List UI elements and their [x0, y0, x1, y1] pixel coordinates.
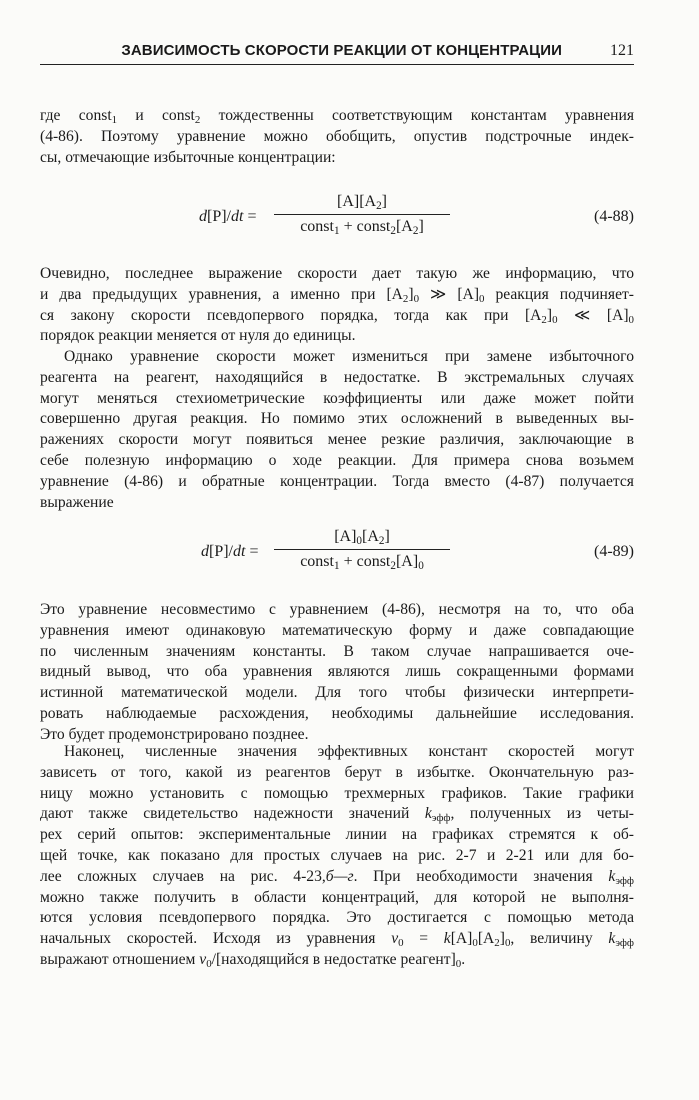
text-line: выражают отношением $v_0/[находящийся$ в недостатке $реагент]_0$.: [40, 950, 466, 970]
denominator: const$_1$ + $const_2[A]_0$: [300, 553, 424, 572]
paragraph-4: [40, 600, 634, 746]
equation-4-89: [40, 525, 634, 581]
text-line: зависеть от того, какой из реагентов берут в избытке. Окончательную раз-: [40, 763, 634, 781]
text-line: рех серий опытов: экспериментальные линии на графиках стремятся к об-: [40, 826, 634, 844]
equation-number: (4-89): [594, 543, 634, 560]
equation-fraction: [272, 190, 452, 239]
text-line: могут меняться стехиометрические коэффициенты или даже может пойти: [40, 389, 634, 407]
text-line: щей точке, как показано для простых случаев на рис. 2-7 и 2-21 или для бо-: [40, 846, 634, 864]
text-line: ровать наблюдаемые расхождения, необходимы дальнейшие исследования.: [40, 704, 634, 722]
text-line: можно также получить в области концентраций, для которой не выполня-: [40, 888, 634, 906]
text-line: выражение: [40, 493, 114, 511]
numerator: $[A][A_2]$: [336, 193, 387, 212]
text-line: реагента на реагент, находящийся в недостатке. В экстремальных случаях: [40, 368, 634, 386]
text-line: ражениях скорости могут появиться менее резкие различия, заключающие в: [40, 431, 634, 449]
paragraph-2: [40, 264, 634, 347]
text-line: Очевидно, последнее выражение скорости дает такую же информацию, что: [40, 265, 634, 282]
text-line: Наконец, численные значения эффективных констант скоростей могут: [64, 743, 634, 760]
text-line: где const$_1$ и const$_2$ тождественны соответствующим константам уравнения: [40, 107, 634, 126]
running-head: [40, 40, 634, 65]
text-line: уравнения имеют одинаковую математическую форму и даже совпадающие: [40, 621, 634, 639]
text-line: ются условия псевдопервого порядка. Это достигается с помощью метода: [40, 909, 634, 927]
equation-fraction: [272, 525, 452, 574]
text-line: ницу можно установить с помощью трехмерных графиков. Такие графики: [40, 784, 634, 802]
running-head-title: ЗАВИСИМОСТЬ СКОРОСТИ РЕАКЦИИ ОТ КОНЦЕНТРАЦИИ: [121, 42, 562, 59]
text-line: Это уравнение несовместимо с уравнением (4-86), несмотря на то, что оба: [40, 601, 634, 618]
text-line: дают также свидетельство надежности значений $k_{эфф}$, полученных из четы-: [40, 805, 634, 825]
text-line: сы, отмечающие избыточные концентрации:: [40, 148, 336, 166]
equation-lhs: d[P]/dt =: [201, 543, 259, 560]
text-line: (4-86). Поэтому уравнение можно обобщить, опустив подстрочные индек-: [40, 127, 634, 145]
text-line: истинной математической модели. Для того чтобы физически интерпрети-: [40, 684, 634, 702]
text-line: себе полезную информацию о ходе реакции. Для примера снова возьмем: [40, 451, 634, 469]
text-line: совершенно другая реакция. Но помимо этих осложнений в выведенных вы-: [40, 410, 634, 428]
page-number: 121: [610, 42, 634, 59]
text-line: уравнение (4-86) и обратные концентрации. Тогда вместо (4-87) получается: [40, 472, 634, 490]
text-line: по численным значениям константы. В таком случае напрашивается оче-: [40, 642, 634, 660]
equation-lhs: d[P]/dt =: [199, 208, 257, 225]
text-line: лее сложных случаев на рис. 4-23,б—г. При необходимости значения $k_{эфф}$: [40, 867, 634, 887]
numerator: $[A]_0[A_2]$: [334, 528, 390, 547]
text-line: начальных скоростей. Исходя из уравнения $v_0 = k[A]_0[A_2]_0$, величину $k_{эфф}$: [40, 930, 634, 950]
text-line: видный вывод, что оба уравнения являются лишь сокращенными формами: [40, 663, 634, 681]
paragraph-1: [40, 106, 634, 168]
equation-number: (4-88): [594, 208, 634, 225]
equation-4-88: [40, 190, 634, 246]
paragraph-3: [40, 347, 634, 513]
text-line: порядок реакции меняется от нуля до единицы.: [40, 327, 356, 345]
text-line: ся закону скорости псевдопервого порядка, тогда как при $[A_2]_0$ ≪ $[A]_0$: [40, 306, 634, 326]
paragraph-5: [40, 742, 634, 971]
text-line: Это будет продемонстрировано позднее.: [40, 725, 309, 743]
text-line: и два предыдущих уравнения, а именно при $[A_2]_0$ ≫ $[A]_0$ реакция подчиняет-: [40, 285, 634, 305]
text-line: Однако уравнение скорости может измениться при замене избыточного: [64, 348, 634, 365]
denominator: const$_1$ + $const_2[A_2]$: [300, 218, 424, 237]
